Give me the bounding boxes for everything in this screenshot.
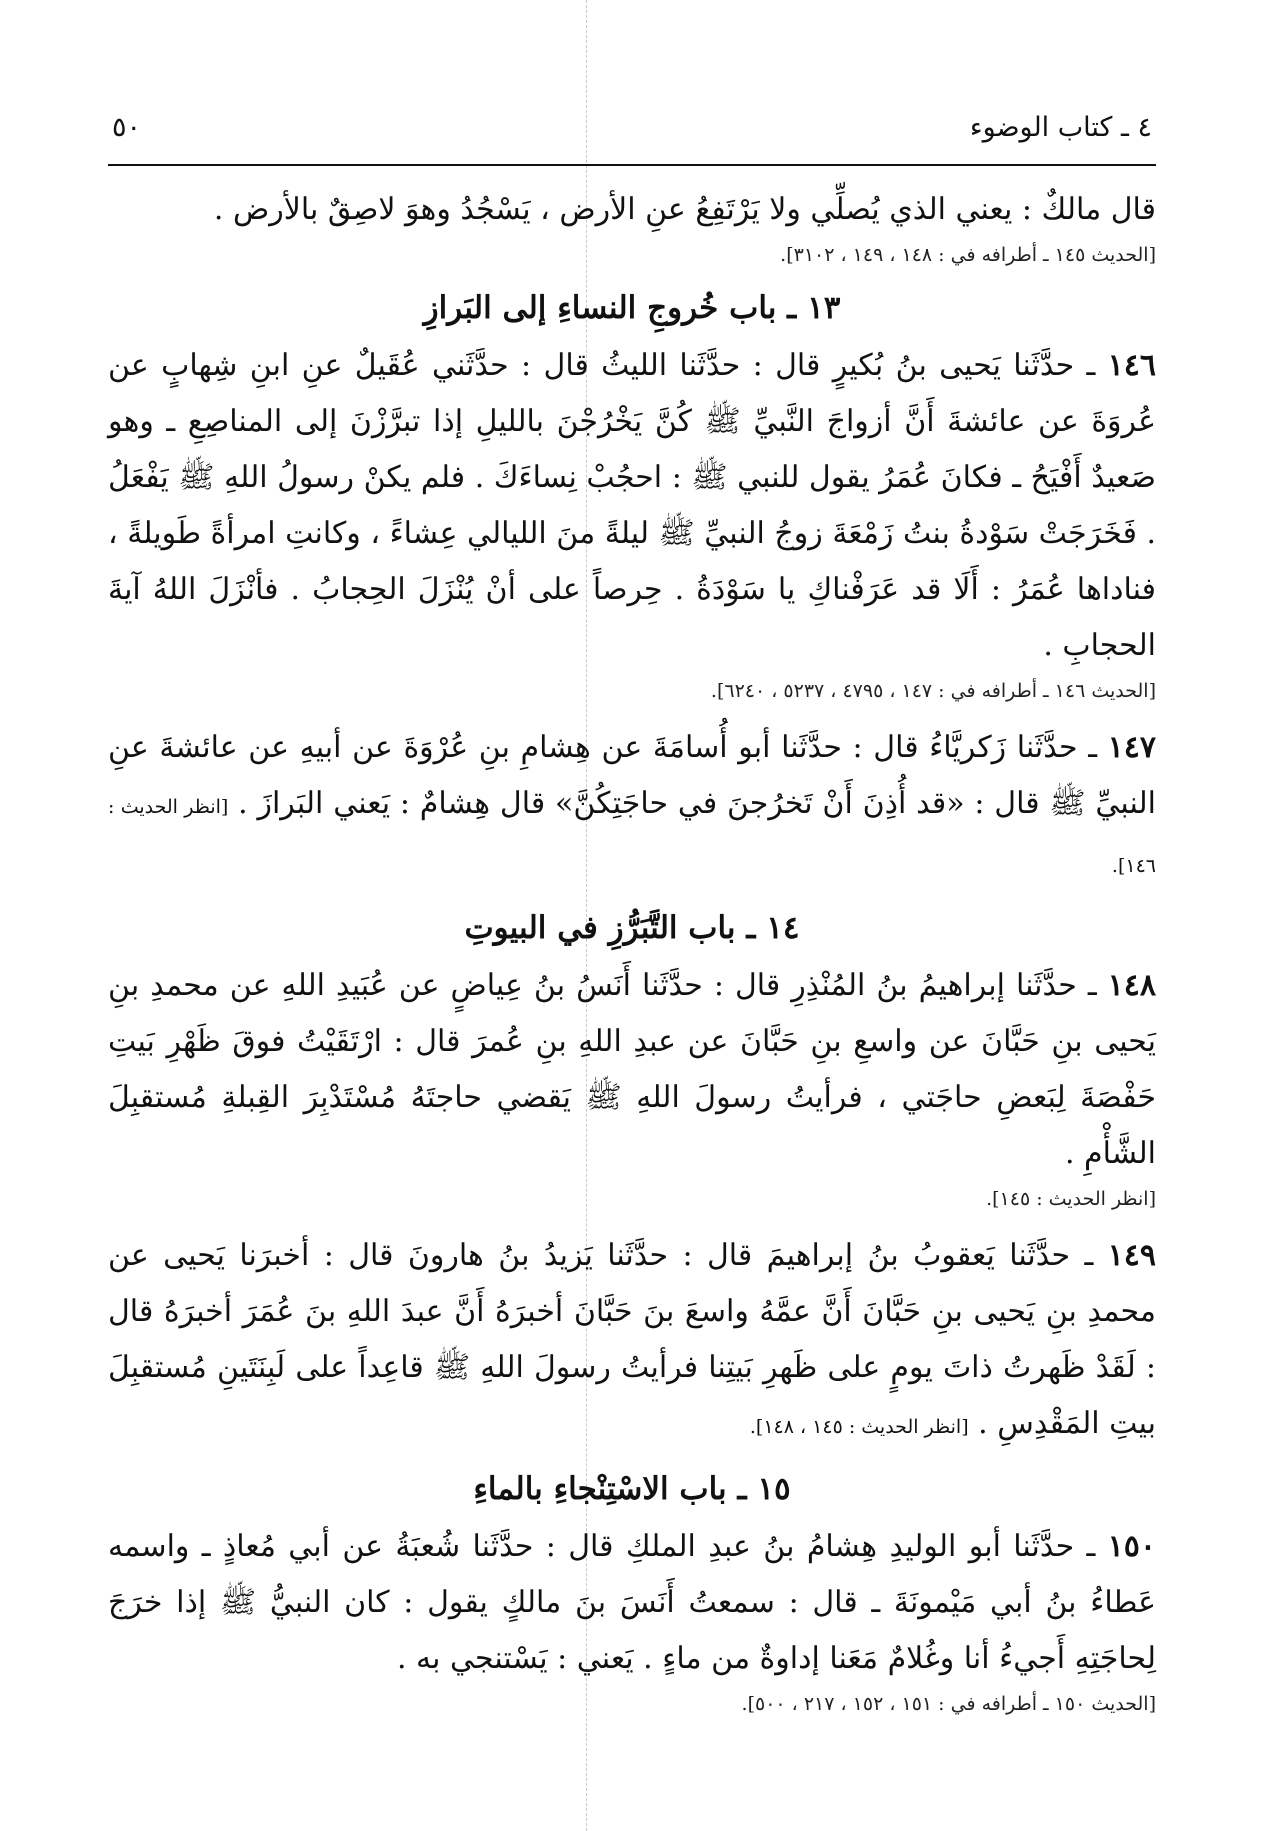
hadith-number: ١٤٦ (1107, 348, 1156, 383)
hadith-148 (108, 958, 1156, 1182)
hadith-text: ـ حدَّثَنا أبو الوليدِ هِشامُ بنُ عبدِ الملكِ قال : حدَّثَنا شُعبَةُ عن أبي مُعاذٍ ـ واسمه عَطاءُ بنُ أبي مَيْمونَةَ ـ قال : سمعتُ أَنَسَ بنَ مالكٍ يقول : كان النبيُّ ﷺ إذا خرَجَ لِحاجَتِهِ أَجيءُ أنا وغُلامٌ مَعَنا إداوةٌ من ماءٍ . يَعني : يَسْتنجي به . (108, 1529, 1156, 1676)
hadith-149-reference: [انظر الحديث : ١٤٥ ، ١٤٨]. (749, 1416, 969, 1438)
chapter-14-title: ١٤ ـ باب التَّبَرُّزِ في البيوتِ (464, 910, 800, 946)
book-page (108, 112, 1156, 1733)
chapter-13-title: ١٣ ـ باب خُروجِ النساءِ إلى البَرازِ (423, 290, 841, 326)
running-header (108, 112, 1156, 166)
hadith-150 (108, 1519, 1156, 1687)
hadith-number: ١٤٩ (1107, 1238, 1156, 1273)
hadith-150-reference: [الحديث ١٥٠ ـ أطرافه في : ١٥١ ، ١٥٢ ، ٢١٧ ، ٥٠٠]. (741, 1693, 1156, 1715)
hadith-number: ١٤٨ (1107, 968, 1156, 1003)
hadith-149 (108, 1228, 1156, 1455)
hadith-text: ـ حدَّثَنا إبراهيمُ بنُ المُنْذِرِ قال : حدَّثَنا أَنَسُ بنُ عِياضٍ عن عُبَيدِ اللهِ عن محمدِ بنِ يَحيى بنِ حَبَّانَ عن واسعِ بنِ حَبَّانَ عن عبدِ اللهِ بنِ عُمرَ قال : ارْتَقَيْتُ فوقَ ظَهْرِ بَيتِ حَفْصَةَ لِبَعضِ حاجَتي ، فرأيتُ رسولَ اللهِ ﷺ يَقضي حاجتَهُ مُسْتَدْبِرَ القِبلةِ مُستقبِلَ الشَّأْمِ . (108, 968, 1156, 1171)
hadith-text: ـ حدَّثَنا يَعقوبُ بنُ إبراهيمَ قال : حدَّثَنا يَزيدُ بنُ هارونَ قال : أخبرَنا يَحيى عن محمدِ بنِ يَحيى بنِ حَبَّانَ أَنَّ عمَّهُ واسعَ بنَ حَبَّانَ أخبرَهُ أَنَّ عبدَ اللهِ بنَ عُمَرَ أخبرَهُ قال : لَقَدْ ظَهرتُ ذاتَ يومٍ على ظَهرِ بَيتِنا فرأيتُ رسولَ اللهِ ﷺ قاعِداً على لَبِنَتَينِ مُستقبِلَ بيتِ المَقْدِسِ . (108, 1238, 1156, 1441)
page-number: ٥٠ (112, 112, 142, 143)
hadith-number: ١٤٧ (1107, 730, 1156, 765)
hadith-146-reference: [الحديث ١٤٦ ـ أطرافه في : ١٤٧ ، ٤٧٩٥ ، ٥٢٣٧ ، ٦٢٤٠]. (710, 680, 1156, 702)
hadith-number: ١٥٠ (1107, 1529, 1156, 1564)
hadith-text: ـ حدَّثَنا زَكريَّاءُ قال : حدَّثَنا أبو أُسامَةَ عن هِشامِ بنِ عُرْوَةَ عن أبيهِ عن عائشةَ عنِ النبيِّ ﷺ قال : «قد أُذِنَ أَنْ تَخرُجنَ في حاجَتِكُنَّ» قال هِشامٌ : يَعني البَرازَ . (108, 730, 1157, 821)
hadith-148-reference: [انظر الحديث : ١٤٥]. (986, 1188, 1156, 1210)
intro-reference: [الحديث ١٤٥ ـ أطرافه في : ١٤٨ ، ١٤٩ ، ٣١٠٢]. (780, 244, 1156, 266)
book-title: ٤ ـ كتاب الوضوء (969, 112, 1152, 143)
chapter-15-title: ١٥ ـ باب الاسْتِنْجاءِ بالماءِ (473, 1471, 791, 1507)
hadith-147-reference: [انظر الحديث : ١٤٦]. (108, 796, 1156, 877)
intro-text: قال مالكٌ : يعني الذي يُصلِّي ولا يَرْتَفِعُ عنِ الأرض ، يَسْجُدُ وهوَ لاصِقٌ بالأرض . (213, 192, 1156, 227)
hadith-147 (108, 720, 1156, 894)
hadith-text: ـ حدَّثَنا يَحيى بنُ بُكيرٍ قال : حدَّثَنا الليثُ قال : حدَّثَني عُقَيلٌ عنِ ابنِ شِهابٍ عن عُروَةَ عن عائشةَ أَنَّ أزواجَ النَّبيِّ ﷺ كُنَّ يَخْرُجْنَ بالليلِ إذا تبرَّزْنَ إلى المناصِعِ ـ وهو صَعيدٌ أَفْيَحُ ـ فكانَ عُمَرُ يقول للنبي ﷺ : احجُبْ نِساءَكَ . فلم يكنْ رسولُ اللهِ ﷺ يَفْعَلُ . فَخَرَجَتْ سَوْدةُ بنتُ زَمْعَةَ زوجُ النبيِّ ﷺ ليلةً منَ الليالي عِشاءً ، وكانتِ امرأةً طَويلةً ، فناداها عُمَرُ : أَلَا قد عَرَفْناكِ يا سَوْدَةُ . حِرصاً على أنْ يُنْزَلَ الحِجابُ . فأنْزَلَ اللهُ آيةَ الحجابِ . (108, 348, 1156, 663)
hadith-146 (108, 338, 1156, 674)
